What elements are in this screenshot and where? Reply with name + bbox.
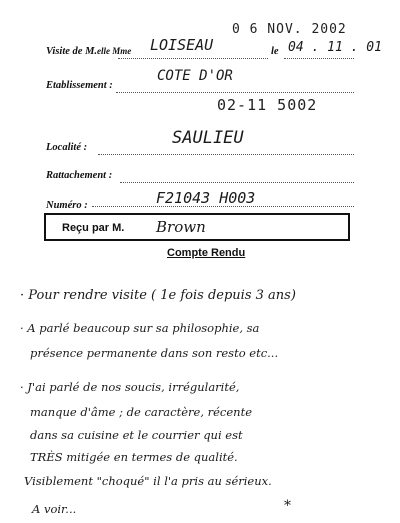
recu-box (44, 213, 350, 241)
localite-line (98, 154, 354, 155)
report-line-10: * (284, 498, 291, 514)
date-stamp: 0 6 NOV. 2002 (232, 22, 347, 37)
visite-line (118, 58, 268, 59)
report-line-7: TRÈS mitigée en termes de qualité. (30, 450, 238, 464)
report-line-4: · J'ai parlé de nos soucis, irrégularité, (20, 380, 240, 394)
visite-label-text: Visite de M. (46, 46, 98, 57)
numero-label: Numéro : (46, 200, 88, 211)
date-label: le (271, 46, 279, 57)
etablissement-stamp: 02-11 5002 (217, 96, 318, 114)
recu-value: Brown (156, 218, 206, 236)
visite-value: LOISEAU (150, 36, 214, 54)
etablissement-line (116, 92, 354, 93)
report-line-1: · Pour rendre visite ( 1e fois depuis 3 ans) (20, 288, 296, 303)
compte-rendu-title: Compte Rendu (167, 247, 246, 259)
visite-label (46, 46, 131, 57)
rattachement-line (120, 182, 354, 183)
visite-prefix: elle Mme (97, 46, 132, 56)
report-line-8: Visiblement "choqué" il l'a pris au sérieux. (24, 474, 272, 488)
report-line-2: · A parlé beaucoup sur sa philosophie, sa (20, 321, 260, 335)
rattachement-label: Rattachement : (46, 170, 113, 181)
date-line (284, 58, 354, 59)
numero-value: F21043 H003 (156, 189, 256, 207)
report-line-9: A voir... (32, 502, 77, 516)
localite-value: SAULIEU (172, 128, 244, 148)
report-line-3: présence permanente dans son resto etc... (30, 346, 279, 360)
date-value: 04 . 11 . 01 (288, 40, 382, 55)
localite-label: Localité : (46, 142, 88, 153)
etablissement-label: Etablissement : (46, 80, 113, 91)
report-line-6: dans sa cuisine et le courrier qui est (30, 428, 243, 442)
report-line-5: manque d'âme ; de caractère, récente (30, 405, 253, 419)
etablissement-value: COTE D'OR (157, 68, 233, 84)
recu-label: Reçu par M. (62, 222, 125, 234)
